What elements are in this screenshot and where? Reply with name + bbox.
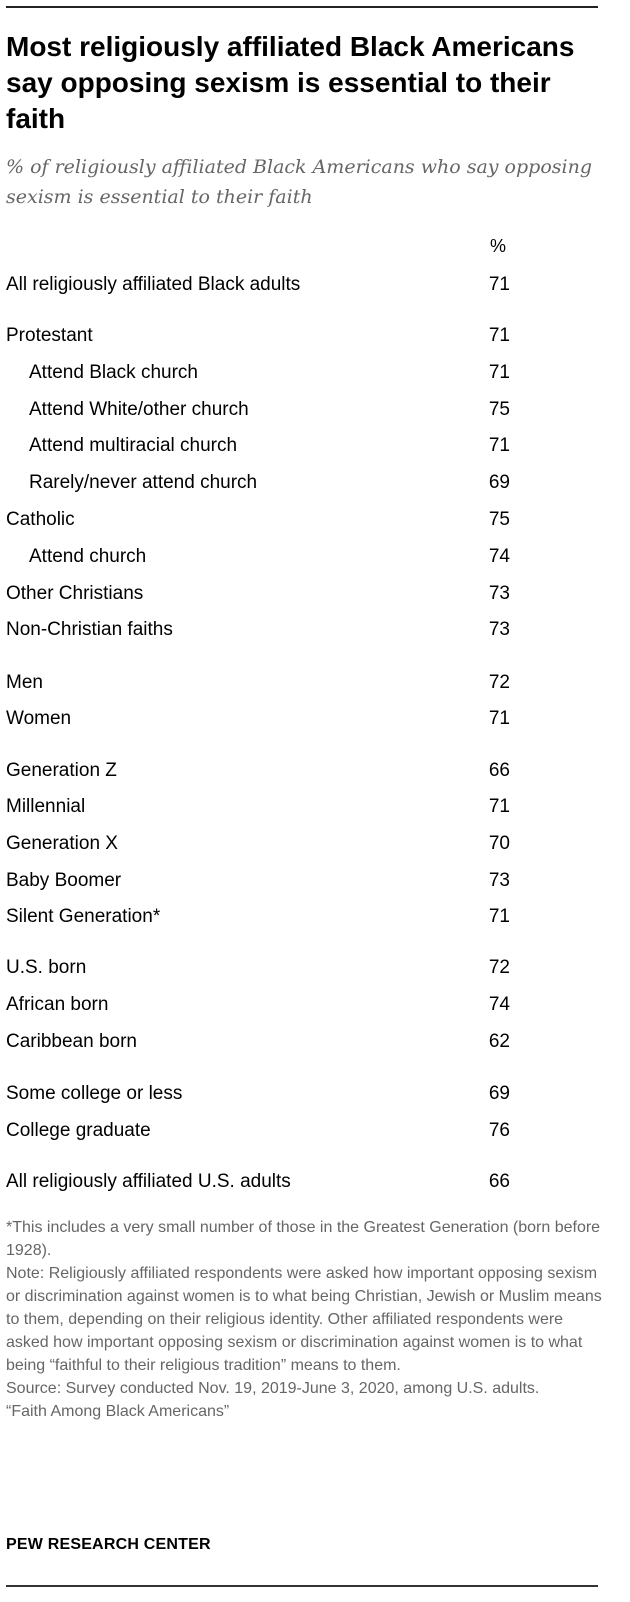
row-value: 72 bbox=[488, 672, 510, 693]
source: Source: Survey conducted Nov. 19, 2019-June 3, 2020, among U.S. adults. bbox=[6, 1380, 540, 1397]
row-value: 73 bbox=[488, 870, 510, 891]
row-value: 71 bbox=[488, 708, 510, 729]
top-rule bbox=[6, 6, 598, 8]
table-row bbox=[0, 993, 600, 1017]
row-label: Non-Christian faiths bbox=[6, 619, 173, 640]
report-title: “Faith Among Black Americans” bbox=[6, 1403, 230, 1420]
table-row bbox=[0, 508, 600, 532]
chart-subtitle: % of religiously affiliated Black Americans who say opposing sexism is essential to their faith bbox=[6, 156, 592, 208]
row-value: 62 bbox=[488, 1031, 510, 1052]
row-value: 71 bbox=[488, 435, 510, 456]
table-row bbox=[0, 545, 600, 569]
row-label: All religiously affiliated Black adults bbox=[6, 274, 301, 295]
row-value: 71 bbox=[488, 796, 510, 817]
row-label: Attend White/other church bbox=[29, 399, 249, 420]
row-label: Caribbean born bbox=[6, 1031, 137, 1052]
notes-block bbox=[6, 1216, 606, 1423]
row-value: 73 bbox=[488, 583, 510, 604]
row-value: 75 bbox=[488, 509, 510, 530]
row-value: 70 bbox=[488, 833, 510, 854]
table-row bbox=[0, 1119, 600, 1143]
row-label: U.S. born bbox=[6, 957, 87, 978]
bottom-rule bbox=[6, 1585, 598, 1587]
table-row bbox=[0, 1082, 600, 1106]
table-row bbox=[0, 671, 600, 695]
row-value: 69 bbox=[488, 1083, 510, 1104]
table-row bbox=[0, 956, 600, 980]
row-value: 74 bbox=[488, 546, 510, 567]
table-row bbox=[0, 398, 600, 422]
row-label: Baby Boomer bbox=[6, 870, 122, 891]
row-label: Protestant bbox=[6, 325, 93, 346]
row-label: Attend church bbox=[29, 546, 147, 567]
table-row bbox=[0, 361, 600, 385]
row-label: Men bbox=[6, 672, 43, 693]
table-row bbox=[0, 759, 600, 783]
row-value: 71 bbox=[488, 274, 510, 295]
row-label: All religiously affiliated U.S. adults bbox=[6, 1171, 291, 1192]
row-label: Some college or less bbox=[6, 1083, 183, 1104]
row-label: Millennial bbox=[6, 796, 86, 817]
table-row bbox=[0, 471, 600, 495]
brand-label: PEW RESEARCH CENTER bbox=[6, 1536, 211, 1553]
row-value: 66 bbox=[488, 760, 510, 781]
table-row bbox=[0, 1170, 600, 1194]
table-row bbox=[0, 869, 600, 893]
row-label: Other Christians bbox=[6, 583, 144, 604]
table-row bbox=[0, 434, 600, 458]
row-label: Generation X bbox=[6, 833, 118, 854]
row-label: African born bbox=[6, 994, 109, 1015]
table-row bbox=[0, 795, 600, 819]
note: Note: Religiously affiliated respondents were asked how important opposing sexism or discrimination against women is to what being Christian, Jewish or Muslim means to them, depending on their religious identity. Other affiliated respondents were asked how important opposing sexism or discrimination against women is to what being “faithful to their religious tradition” means to them. bbox=[6, 1265, 602, 1374]
row-label: Rarely/never attend church bbox=[29, 472, 258, 493]
footnote: *This includes a very small number of those in the Greatest Generation (born before 1928). bbox=[6, 1219, 601, 1259]
row-value: 71 bbox=[488, 362, 510, 383]
table-row bbox=[0, 618, 600, 642]
row-value: 75 bbox=[488, 399, 510, 420]
table-row bbox=[0, 324, 600, 348]
row-value: 76 bbox=[488, 1120, 510, 1141]
row-value: 72 bbox=[488, 957, 510, 978]
row-label: Silent Generation* bbox=[6, 906, 161, 927]
row-label: Attend multiracial church bbox=[29, 435, 238, 456]
row-label: Attend Black church bbox=[29, 362, 198, 383]
row-label: Catholic bbox=[6, 509, 75, 530]
table-row bbox=[0, 707, 600, 731]
table-row bbox=[0, 582, 600, 606]
table-row bbox=[0, 273, 600, 297]
row-label: College graduate bbox=[6, 1120, 151, 1141]
row-value: 73 bbox=[488, 619, 510, 640]
table-row bbox=[0, 832, 600, 856]
row-label: Women bbox=[6, 708, 72, 729]
row-value: 66 bbox=[488, 1171, 510, 1192]
table-row bbox=[0, 905, 600, 929]
chart-title: Most religiously affiliated Black Americans say opposing sexism is essential to their faith bbox=[6, 31, 575, 134]
table-row bbox=[0, 1030, 600, 1054]
row-value: 71 bbox=[488, 325, 510, 346]
column-header: % bbox=[489, 236, 506, 256]
row-value: 69 bbox=[488, 472, 510, 493]
row-value: 74 bbox=[488, 994, 510, 1015]
row-value: 71 bbox=[488, 906, 510, 927]
row-label: Generation Z bbox=[6, 760, 117, 781]
